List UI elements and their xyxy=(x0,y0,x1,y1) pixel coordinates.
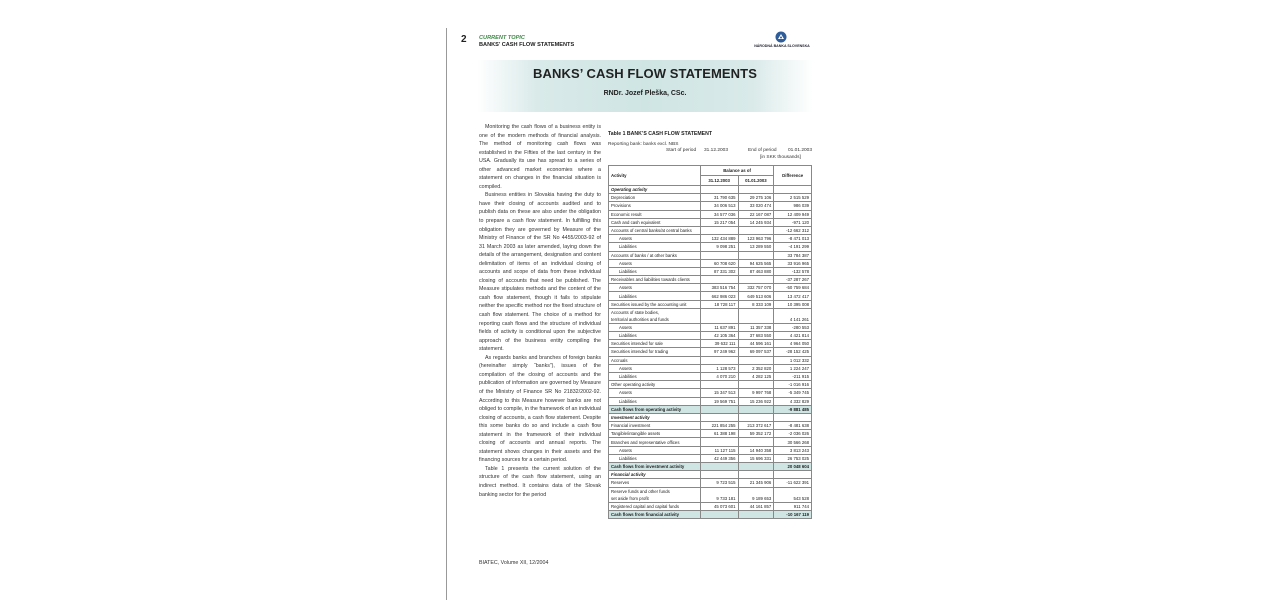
table-row xyxy=(609,259,812,267)
difference-cell: -37 287 267 xyxy=(774,276,812,284)
row-label: Assets xyxy=(609,323,701,331)
logo-text: NÁRODNÁ BANKA SLOVENSKA xyxy=(754,44,810,48)
balance-cell: 14 940 358 xyxy=(738,446,774,454)
row-label: Liabilities xyxy=(609,454,701,462)
balance-cell xyxy=(738,276,774,284)
table-row xyxy=(609,243,812,251)
table-row xyxy=(609,267,812,275)
row-label: Financial activity xyxy=(609,471,701,479)
difference-cell: -280 553 xyxy=(774,323,812,331)
balance-cell: 33 020 474 xyxy=(738,202,774,210)
balance-cell xyxy=(700,471,738,479)
balance-cell: 13 289 550 xyxy=(738,243,774,251)
balance-cell: 15 217 054 xyxy=(700,218,738,226)
row-label: Liabilities xyxy=(609,372,701,380)
balance-cell: 59 352 172 xyxy=(738,430,774,438)
balance-cell: 14 245 934 xyxy=(738,218,774,226)
row-label: Liabilities xyxy=(609,292,701,300)
balance-cell: 97 249 962 xyxy=(700,348,738,356)
balance-cell: 31 790 635 xyxy=(700,194,738,202)
row-label: Cash flows from operating activity xyxy=(609,405,701,413)
cash-flow-table xyxy=(608,165,812,519)
balance-cell xyxy=(700,405,738,413)
row-label: Assets xyxy=(609,364,701,372)
table-body xyxy=(609,186,812,519)
paragraph: Business entities in Slovakia having the duty to have their closing of accounts audited and to publish data on these are also under the obligation to prepare a cash flow statement. In fulfilling this obligation they are governed by Measure of the Ministry of Finance of the SR No 4455/2003-92 of 31 March 2003 as later amended, laying down the details of the arrangement, designation and content delimitation of items of an individual closing of accounts and scope of data from these individual closing of accounts that need be published. The Measure stipulates methods and the content of the cash flow statement, though it fails to stipulate neither the specific method nor the fixed structure of cash flow statement. The choice of a method for reporting cash flows and the structure of individual fields of activity is conditional upon the subjective approach of the business entity compiling the statement. xyxy=(479,192,601,353)
table-row xyxy=(609,389,812,397)
table-row xyxy=(609,194,812,202)
difference-cell: -4 191 299 xyxy=(774,243,812,251)
row-label: Tangible/intangible assets xyxy=(609,430,701,438)
balance-cell: 332 757 070 xyxy=(738,284,774,292)
difference-cell: 1 012 332 xyxy=(774,356,812,364)
row-label: Assets xyxy=(609,259,701,267)
row-label: Assets xyxy=(609,446,701,454)
difference-cell xyxy=(774,413,812,421)
total-row xyxy=(609,463,812,471)
row-label: Liabilities xyxy=(609,243,701,251)
table-caption: Table 1 BANK’S CASH FLOW STATEMENT xyxy=(608,131,713,137)
row-label: Other operating activity xyxy=(609,381,701,389)
header-col2: 01.01.2003 xyxy=(738,176,774,186)
balance-cell: 662 986 023 xyxy=(700,292,738,300)
balance-cell xyxy=(738,413,774,421)
balance-cell: 4 282 125 xyxy=(738,372,774,380)
balance-cell: 34 577 036 xyxy=(700,210,738,218)
difference-cell: 4 141 261 xyxy=(774,308,812,323)
balance-cell xyxy=(700,308,738,323)
balance-cell xyxy=(700,276,738,284)
difference-cell: 911 744 xyxy=(774,502,812,510)
table-row xyxy=(609,502,812,510)
difference-cell: -132 578 xyxy=(774,267,812,275)
row-label: Investment activity xyxy=(609,413,701,421)
difference-cell: 986 039 xyxy=(774,202,812,210)
balance-cell xyxy=(738,471,774,479)
difference-cell: -5 349 745 xyxy=(774,389,812,397)
row-label: Economic result xyxy=(609,210,701,218)
article-title: BANKS’ CASH FLOW STATEMENTS xyxy=(533,66,757,81)
difference-cell: 10 395 008 xyxy=(774,300,812,308)
table-row xyxy=(609,235,812,243)
balance-cell: 44 161 857 xyxy=(738,502,774,510)
difference-cell: -11 622 391 xyxy=(774,479,812,487)
row-label: Assets xyxy=(609,235,701,243)
balance-cell: 94 625 565 xyxy=(738,259,774,267)
table-row xyxy=(609,364,812,372)
difference-cell: -211 915 xyxy=(774,372,812,380)
row-label: Assets xyxy=(609,284,701,292)
balance-cell xyxy=(700,413,738,421)
balance-cell: 11 357 338 xyxy=(738,323,774,331)
difference-cell: 4 421 814 xyxy=(774,332,812,340)
balance-cell xyxy=(700,463,738,471)
balance-cell xyxy=(738,463,774,471)
row-label: Securities intended for trading xyxy=(609,348,701,356)
table-row xyxy=(609,446,812,454)
row-label-line: Accounts of state bodies, xyxy=(611,309,660,315)
difference-cell: -12 662 312 xyxy=(774,226,812,234)
balance-cell: 21 345 906 xyxy=(738,479,774,487)
balance-cell: 42 105 364 xyxy=(700,332,738,340)
section-row xyxy=(609,186,812,194)
row-label: Receivables and liabilities towards clients xyxy=(609,276,701,284)
balance-cell xyxy=(738,226,774,234)
section-row xyxy=(609,471,812,479)
difference-cell xyxy=(774,471,812,479)
balance-cell xyxy=(738,381,774,389)
article-author: RNDr. Jozef Pleška, CSc. xyxy=(603,90,687,97)
difference-cell: -10 167 119 xyxy=(774,510,812,518)
difference-cell: 1 224 247 xyxy=(774,364,812,372)
difference-cell: 20 048 604 xyxy=(774,463,812,471)
balance-cell: 9 733 181 xyxy=(700,487,738,502)
table-row xyxy=(609,397,812,405)
balance-cell: 29 275 106 xyxy=(738,194,774,202)
balance-cell: 4 070 210 xyxy=(700,372,738,380)
table-row xyxy=(609,372,812,380)
balance-cell xyxy=(738,438,774,446)
row-label-line: Reserve funds and other funds xyxy=(611,488,670,494)
balance-cell xyxy=(700,251,738,259)
balance-cell: 37 683 550 xyxy=(738,332,774,340)
balance-cell: 213 372 617 xyxy=(738,422,774,430)
header-balance: Balance as of xyxy=(700,166,774,176)
row-label: Branches and representative offices xyxy=(609,438,701,446)
difference-cell: -8 471 013 xyxy=(774,235,812,243)
table-row xyxy=(609,381,812,389)
balance-cell: 8 333 109 xyxy=(738,300,774,308)
balance-cell: 19 569 751 xyxy=(700,397,738,405)
balance-cell: 11 127 115 xyxy=(700,446,738,454)
row-label: Cash flows from investment activity xyxy=(609,463,701,471)
balance-cell: 69 097 537 xyxy=(738,348,774,356)
balance-cell xyxy=(738,356,774,364)
table-row xyxy=(609,276,812,284)
article-body xyxy=(479,123,601,499)
difference-cell: -50 759 684 xyxy=(774,284,812,292)
difference-cell: -9 881 485 xyxy=(774,405,812,413)
balance-cell xyxy=(738,186,774,194)
paragraph: Table 1 presents the current solution of the structure of the cash flow statement, using an indirect method. It contains data of the Slovak banking sector for the period xyxy=(479,465,601,498)
balance-cell: 18 728 117 xyxy=(700,300,738,308)
row-label: Securities issued by the accounting unit xyxy=(609,300,701,308)
balance-cell: 1 128 573 xyxy=(700,364,738,372)
difference-cell: -8 481 638 xyxy=(774,422,812,430)
row-label: Operating activity xyxy=(609,186,701,194)
nbs-emblem-icon xyxy=(775,31,787,43)
balance-cell: 87 463 880 xyxy=(738,267,774,275)
balance-cell: 9 723 515 xyxy=(700,479,738,487)
table-row xyxy=(609,251,812,259)
table-row xyxy=(609,323,812,331)
header-col1: 31.12.2003 xyxy=(700,176,738,186)
balance-cell xyxy=(700,381,738,389)
table-row xyxy=(609,356,812,364)
start-value: 31.12.2003 xyxy=(704,148,729,153)
row-label: Liabilities xyxy=(609,332,701,340)
balance-cell: 383 516 754 xyxy=(700,284,738,292)
units-note: [in SKK thousands] xyxy=(760,155,801,160)
table-row xyxy=(609,218,812,226)
row-label: Accounts of banks / at other banks xyxy=(609,251,701,259)
balance-cell: 9 098 251 xyxy=(700,243,738,251)
balance-cell: 45 073 601 xyxy=(700,502,738,510)
row-label: Depreciation xyxy=(609,194,701,202)
difference-cell: 2 515 529 xyxy=(774,194,812,202)
balance-cell xyxy=(700,356,738,364)
row-label: Financial investment xyxy=(609,422,701,430)
difference-cell: -2 036 026 xyxy=(774,430,812,438)
difference-cell: 4 332 829 xyxy=(774,397,812,405)
difference-cell: 30 566 268 xyxy=(774,438,812,446)
table-row xyxy=(609,348,812,356)
difference-cell: -28 152 425 xyxy=(774,348,812,356)
balance-cell: 15 236 922 xyxy=(738,397,774,405)
topic-title: BANKS’ CASH FLOW STATEMENTS xyxy=(479,42,575,48)
table-row xyxy=(609,430,812,438)
balance-cell: 87 331 302 xyxy=(700,267,738,275)
paragraph: As regards banks and branches of foreign banks (hereinafter simply “banks”), issues of the compilation of the closing of accounts and the publication of information are governed by Measure of the Ministry of Finance SR No 21832/2002-92. According to this Measure however banks are not obliged to compile, in the framework of an individual closing of accounts, a cash flow statement. Despite this some banks do so and include a cash flow statement in the framework of their individual closing of accounts and annual reports. The statement shows changes in their assets and the financing sources for a certain period. xyxy=(479,354,601,464)
row-label: Cash flows from financial activity xyxy=(609,510,701,518)
row-label: Assets xyxy=(609,389,701,397)
difference-cell: 33 916 965 xyxy=(774,259,812,267)
table-row xyxy=(609,340,812,348)
balance-cell: 2 352 820 xyxy=(738,364,774,372)
table-row xyxy=(609,438,812,446)
table-row xyxy=(609,202,812,210)
table-row xyxy=(609,292,812,300)
difference-cell: 3 813 243 xyxy=(774,446,812,454)
page-margin-line xyxy=(446,28,447,600)
page-footer: BIATEC, Volume XII, 12/2004 xyxy=(479,560,549,566)
balance-cell: 39 632 111 xyxy=(700,340,738,348)
header-activity: Activity xyxy=(609,166,701,186)
table-row xyxy=(609,300,812,308)
balance-cell: 123 963 796 xyxy=(738,235,774,243)
nbs-logo xyxy=(752,31,812,51)
row-label: Liabilities xyxy=(609,397,701,405)
balance-cell xyxy=(700,510,738,518)
balance-cell: 9 189 653 xyxy=(738,487,774,502)
balance-cell: 15 347 513 xyxy=(700,389,738,397)
table-row xyxy=(609,284,812,292)
reporting-bank: Reporting bank: banks excl. NBS xyxy=(608,142,679,147)
balance-cell: 649 513 606 xyxy=(738,292,774,300)
end-value: 01.01.2003 xyxy=(788,148,813,153)
section-row xyxy=(609,413,812,421)
total-row xyxy=(609,405,812,413)
balance-cell: 42 449 356 xyxy=(700,454,738,462)
table-row xyxy=(609,454,812,462)
balance-cell: 9 997 768 xyxy=(738,389,774,397)
row-label xyxy=(609,308,701,323)
balance-cell: 34 006 513 xyxy=(700,202,738,210)
row-label: Cash and cash equivalent xyxy=(609,218,701,226)
table-row xyxy=(609,487,812,502)
difference-cell: 4 964 050 xyxy=(774,340,812,348)
end-label: End of period xyxy=(748,148,777,153)
difference-cell: -971 120 xyxy=(774,218,812,226)
difference-cell: 13 472 417 xyxy=(774,292,812,300)
balance-cell xyxy=(700,438,738,446)
row-label xyxy=(609,487,701,502)
row-label: Provisions xyxy=(609,202,701,210)
balance-cell xyxy=(738,510,774,518)
difference-cell: -1 016 916 xyxy=(774,381,812,389)
start-label: Start of period xyxy=(666,148,697,153)
difference-cell: 26 753 025 xyxy=(774,454,812,462)
row-label: Liabilities xyxy=(609,267,701,275)
balance-cell xyxy=(738,308,774,323)
header-difference: Difference xyxy=(774,166,812,186)
table-row xyxy=(609,226,812,234)
row-label: Reserves xyxy=(609,479,701,487)
balance-cell: 22 167 087 xyxy=(738,210,774,218)
balance-cell: 61 388 198 xyxy=(700,430,738,438)
table-row xyxy=(609,479,812,487)
balance-cell: 221 854 255 xyxy=(700,422,738,430)
table-row xyxy=(609,422,812,430)
difference-cell xyxy=(774,186,812,194)
page-number: 2 xyxy=(461,34,467,45)
balance-cell: 15 696 331 xyxy=(738,454,774,462)
balance-cell xyxy=(738,251,774,259)
row-label: Securities intended for sale xyxy=(609,340,701,348)
difference-cell: 33 784 387 xyxy=(774,251,812,259)
balance-cell: 44 596 161 xyxy=(738,340,774,348)
paragraph: Monitoring the cash flows of a business entity is one of the modern methods of financial analysis. The method of monitoring cash flows was established in the Fifties of the last century in the USA. Gradually its use has spread to a series of other advanced market economies where a statement on changes in the financial situation is compiled. xyxy=(479,124,601,190)
balance-cell: 11 637 891 xyxy=(700,323,738,331)
topic-label: CURRENT TOPIC xyxy=(479,35,525,41)
difference-cell: 12 409 949 xyxy=(774,210,812,218)
row-label: Accounts of central banks/at central banks xyxy=(609,226,701,234)
row-label-line: set aside from profit xyxy=(611,495,649,501)
row-label: Registered capital and capital funds xyxy=(609,502,701,510)
row-label-line: territorial authorities and funds xyxy=(611,316,669,322)
difference-cell: 543 528 xyxy=(774,487,812,502)
balance-cell: 132 434 889 xyxy=(700,235,738,243)
table-row xyxy=(609,308,812,323)
balance-cell xyxy=(700,186,738,194)
total-row xyxy=(609,510,812,518)
balance-cell xyxy=(738,405,774,413)
row-label: Accruals xyxy=(609,356,701,364)
table-row xyxy=(609,210,812,218)
balance-cell: 60 708 620 xyxy=(700,259,738,267)
table-row xyxy=(609,332,812,340)
balance-cell xyxy=(700,226,738,234)
